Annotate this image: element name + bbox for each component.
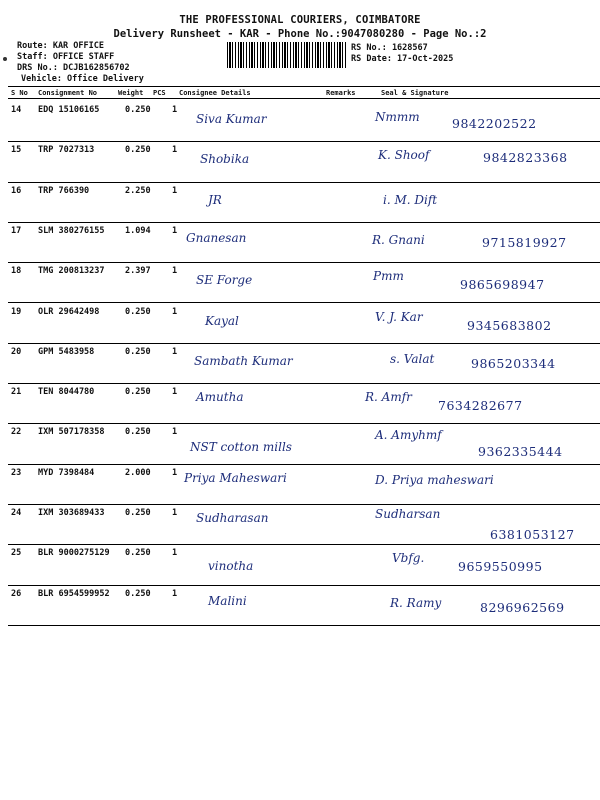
row-signature: V. J. Kar [375, 309, 423, 324]
row-consignee-name: Priya Maheswari [184, 470, 287, 485]
row-pcs: 1 [172, 145, 178, 156]
row-consignment-no: MYD 7398484 [38, 467, 95, 478]
row-separator [8, 625, 600, 626]
meta-vehicle: Vehicle: Office Delivery [21, 74, 144, 84]
row-consignee-name: Gnanesan [186, 230, 247, 245]
table-row [8, 142, 600, 182]
row-consignee-name: vinotha [208, 559, 254, 574]
row-sno: 17 [11, 225, 22, 236]
table-row [8, 183, 600, 223]
row-weight: 0.250 [125, 105, 151, 115]
row-signature: K. Shoof [378, 148, 430, 163]
table-row [8, 263, 600, 303]
col-header-seal: Seal & Signature [381, 89, 449, 97]
row-pcs: 1 [172, 225, 178, 236]
col-header-remarks: Remarks [326, 89, 356, 97]
row-signature: D. Priya maheswari [375, 472, 494, 487]
row-pcs: 1 [172, 387, 178, 398]
row-pcs: 1 [172, 588, 178, 599]
row-receiver-phone: 9345683802 [467, 317, 552, 333]
row-sno: 21 [11, 387, 22, 398]
header-top-rule [8, 86, 600, 87]
row-consignee-name: JR [208, 192, 222, 207]
row-signature: s. Valat [390, 351, 435, 366]
table-row [8, 505, 600, 545]
row-receiver-phone: 9865203344 [471, 355, 556, 371]
row-sno: 23 [11, 467, 22, 478]
row-weight: 0.250 [125, 145, 151, 156]
row-consignee-name: Siva Kumar [196, 112, 267, 126]
row-weight: 0.250 [125, 508, 151, 518]
row-weight: 2.250 [125, 185, 151, 196]
row-sno: 25 [11, 548, 22, 559]
table-row [8, 424, 600, 464]
table-row [8, 223, 600, 263]
row-sno: 14 [11, 105, 22, 115]
table-row [8, 465, 600, 505]
row-receiver-phone: 9715819927 [482, 234, 567, 250]
row-weight: 0.250 [125, 548, 151, 559]
row-weight: 0.250 [125, 588, 151, 599]
row-consignment-no: BLR 9000275129 [38, 548, 110, 559]
row-receiver-phone: 7634282677 [438, 398, 523, 414]
row-pcs: 1 [172, 346, 178, 357]
row-consignment-no: TMG 200813237 [38, 266, 105, 277]
row-signature: Nmmm [375, 110, 420, 124]
row-consignee-name: Sudharasan [196, 511, 269, 525]
punch-hole-mark [3, 57, 7, 61]
row-pcs: 1 [172, 185, 178, 196]
meta-drs: DRS No.: DCJB162856702 [17, 63, 130, 73]
row-weight: 2.397 [125, 266, 151, 277]
row-consignment-no: TEN 8044780 [38, 387, 95, 398]
row-consignee-name: Kayal [205, 313, 239, 328]
row-weight: 0.250 [125, 346, 151, 357]
row-consignment-no: IXM 507178358 [38, 427, 105, 438]
row-weight: 2.000 [125, 467, 151, 478]
row-receiver-phone: 8296962569 [480, 599, 565, 615]
row-consignee-name: Malini [208, 593, 247, 608]
row-sno: 18 [11, 266, 22, 277]
row-consignment-no: BLR 6954599952 [38, 588, 110, 599]
row-sno: 19 [11, 306, 22, 317]
row-pcs: 1 [172, 306, 178, 317]
barcode [227, 42, 347, 68]
header-bottom-rule [8, 98, 600, 99]
row-sno: 16 [11, 185, 22, 196]
table-row [8, 384, 600, 424]
row-consignment-no: GPM 5483958 [38, 346, 95, 357]
row-pcs: 1 [172, 266, 178, 277]
row-sno: 26 [11, 588, 22, 599]
table-row [8, 586, 600, 626]
row-consignee-name: Sambath Kumar [194, 353, 293, 368]
row-consignment-no: EDQ 15106165 [38, 105, 100, 115]
row-signature: A. Amyhmf [375, 428, 442, 443]
row-sno: 20 [11, 346, 22, 357]
row-pcs: 1 [172, 105, 178, 115]
table-row [8, 344, 600, 384]
row-weight: 0.250 [125, 427, 151, 438]
row-weight: 0.250 [125, 306, 151, 317]
row-receiver-phone: 6381053127 [490, 527, 575, 542]
row-consignment-no: TRP 7027313 [38, 145, 95, 156]
meta-route: Route: KAR OFFICE [17, 41, 104, 51]
col-header-consignee: Consignee Details [179, 89, 251, 97]
col-header-sno: S No [11, 89, 28, 97]
row-pcs: 1 [172, 508, 178, 518]
row-signature: R. Gnani [372, 232, 425, 247]
row-consignment-no: IXM 303689433 [38, 508, 105, 518]
meta-rs-date: RS Date: 17-Oct-2025 [351, 54, 454, 64]
table-row [8, 102, 600, 142]
row-sno: 24 [11, 508, 22, 518]
row-signature: i. M. Dift [383, 192, 438, 207]
row-pcs: 1 [172, 427, 178, 438]
col-header-pcs: PCS [153, 89, 166, 97]
row-consignment-no: SLM 380276155 [38, 225, 105, 236]
row-signature: R. Amfr [365, 390, 412, 405]
runsheet-subtitle: Delivery Runsheet - KAR - Phone No.:9047080280 - Page No.:2 [113, 28, 487, 40]
row-consignment-no: OLR 29642498 [38, 306, 100, 317]
row-receiver-phone: 9362335444 [478, 444, 563, 460]
table-row [8, 304, 600, 344]
table-row [8, 545, 600, 585]
row-weight: 0.250 [125, 387, 151, 398]
row-receiver-phone: 9659550995 [458, 559, 543, 575]
row-receiver-phone: 9865698947 [460, 277, 545, 293]
row-consignee-name: SE Forge [196, 273, 253, 288]
row-signature: Pmm [373, 269, 404, 284]
row-sno: 22 [11, 427, 22, 438]
row-signature: Sudharsan [375, 507, 441, 521]
row-receiver-phone: 9842823368 [483, 150, 568, 166]
row-sno: 15 [11, 145, 22, 156]
row-weight: 1.094 [125, 225, 151, 236]
row-consignee-name: Amutha [196, 390, 244, 405]
row-receiver-phone: 9842202522 [452, 116, 537, 131]
row-consignee-name: Shobika [200, 152, 250, 167]
meta-staff: Staff: OFFICE STAFF [17, 52, 115, 62]
company-title: THE PROFESSIONAL COURIERS, COIMBATORE [179, 14, 421, 26]
meta-rs-no: RS No.: 1628567 [351, 43, 428, 53]
row-signature: R. Ramy [390, 595, 442, 610]
col-header-weight: Weight [118, 89, 144, 97]
row-pcs: 1 [172, 548, 178, 559]
row-pcs: 1 [172, 467, 178, 478]
row-signature: Vbfg. [392, 551, 425, 566]
row-consignee-name: NST cotton mills [190, 440, 292, 455]
row-consignment-no: TRP 766390 [38, 185, 90, 196]
col-header-consignment: Consignment No [38, 89, 98, 97]
